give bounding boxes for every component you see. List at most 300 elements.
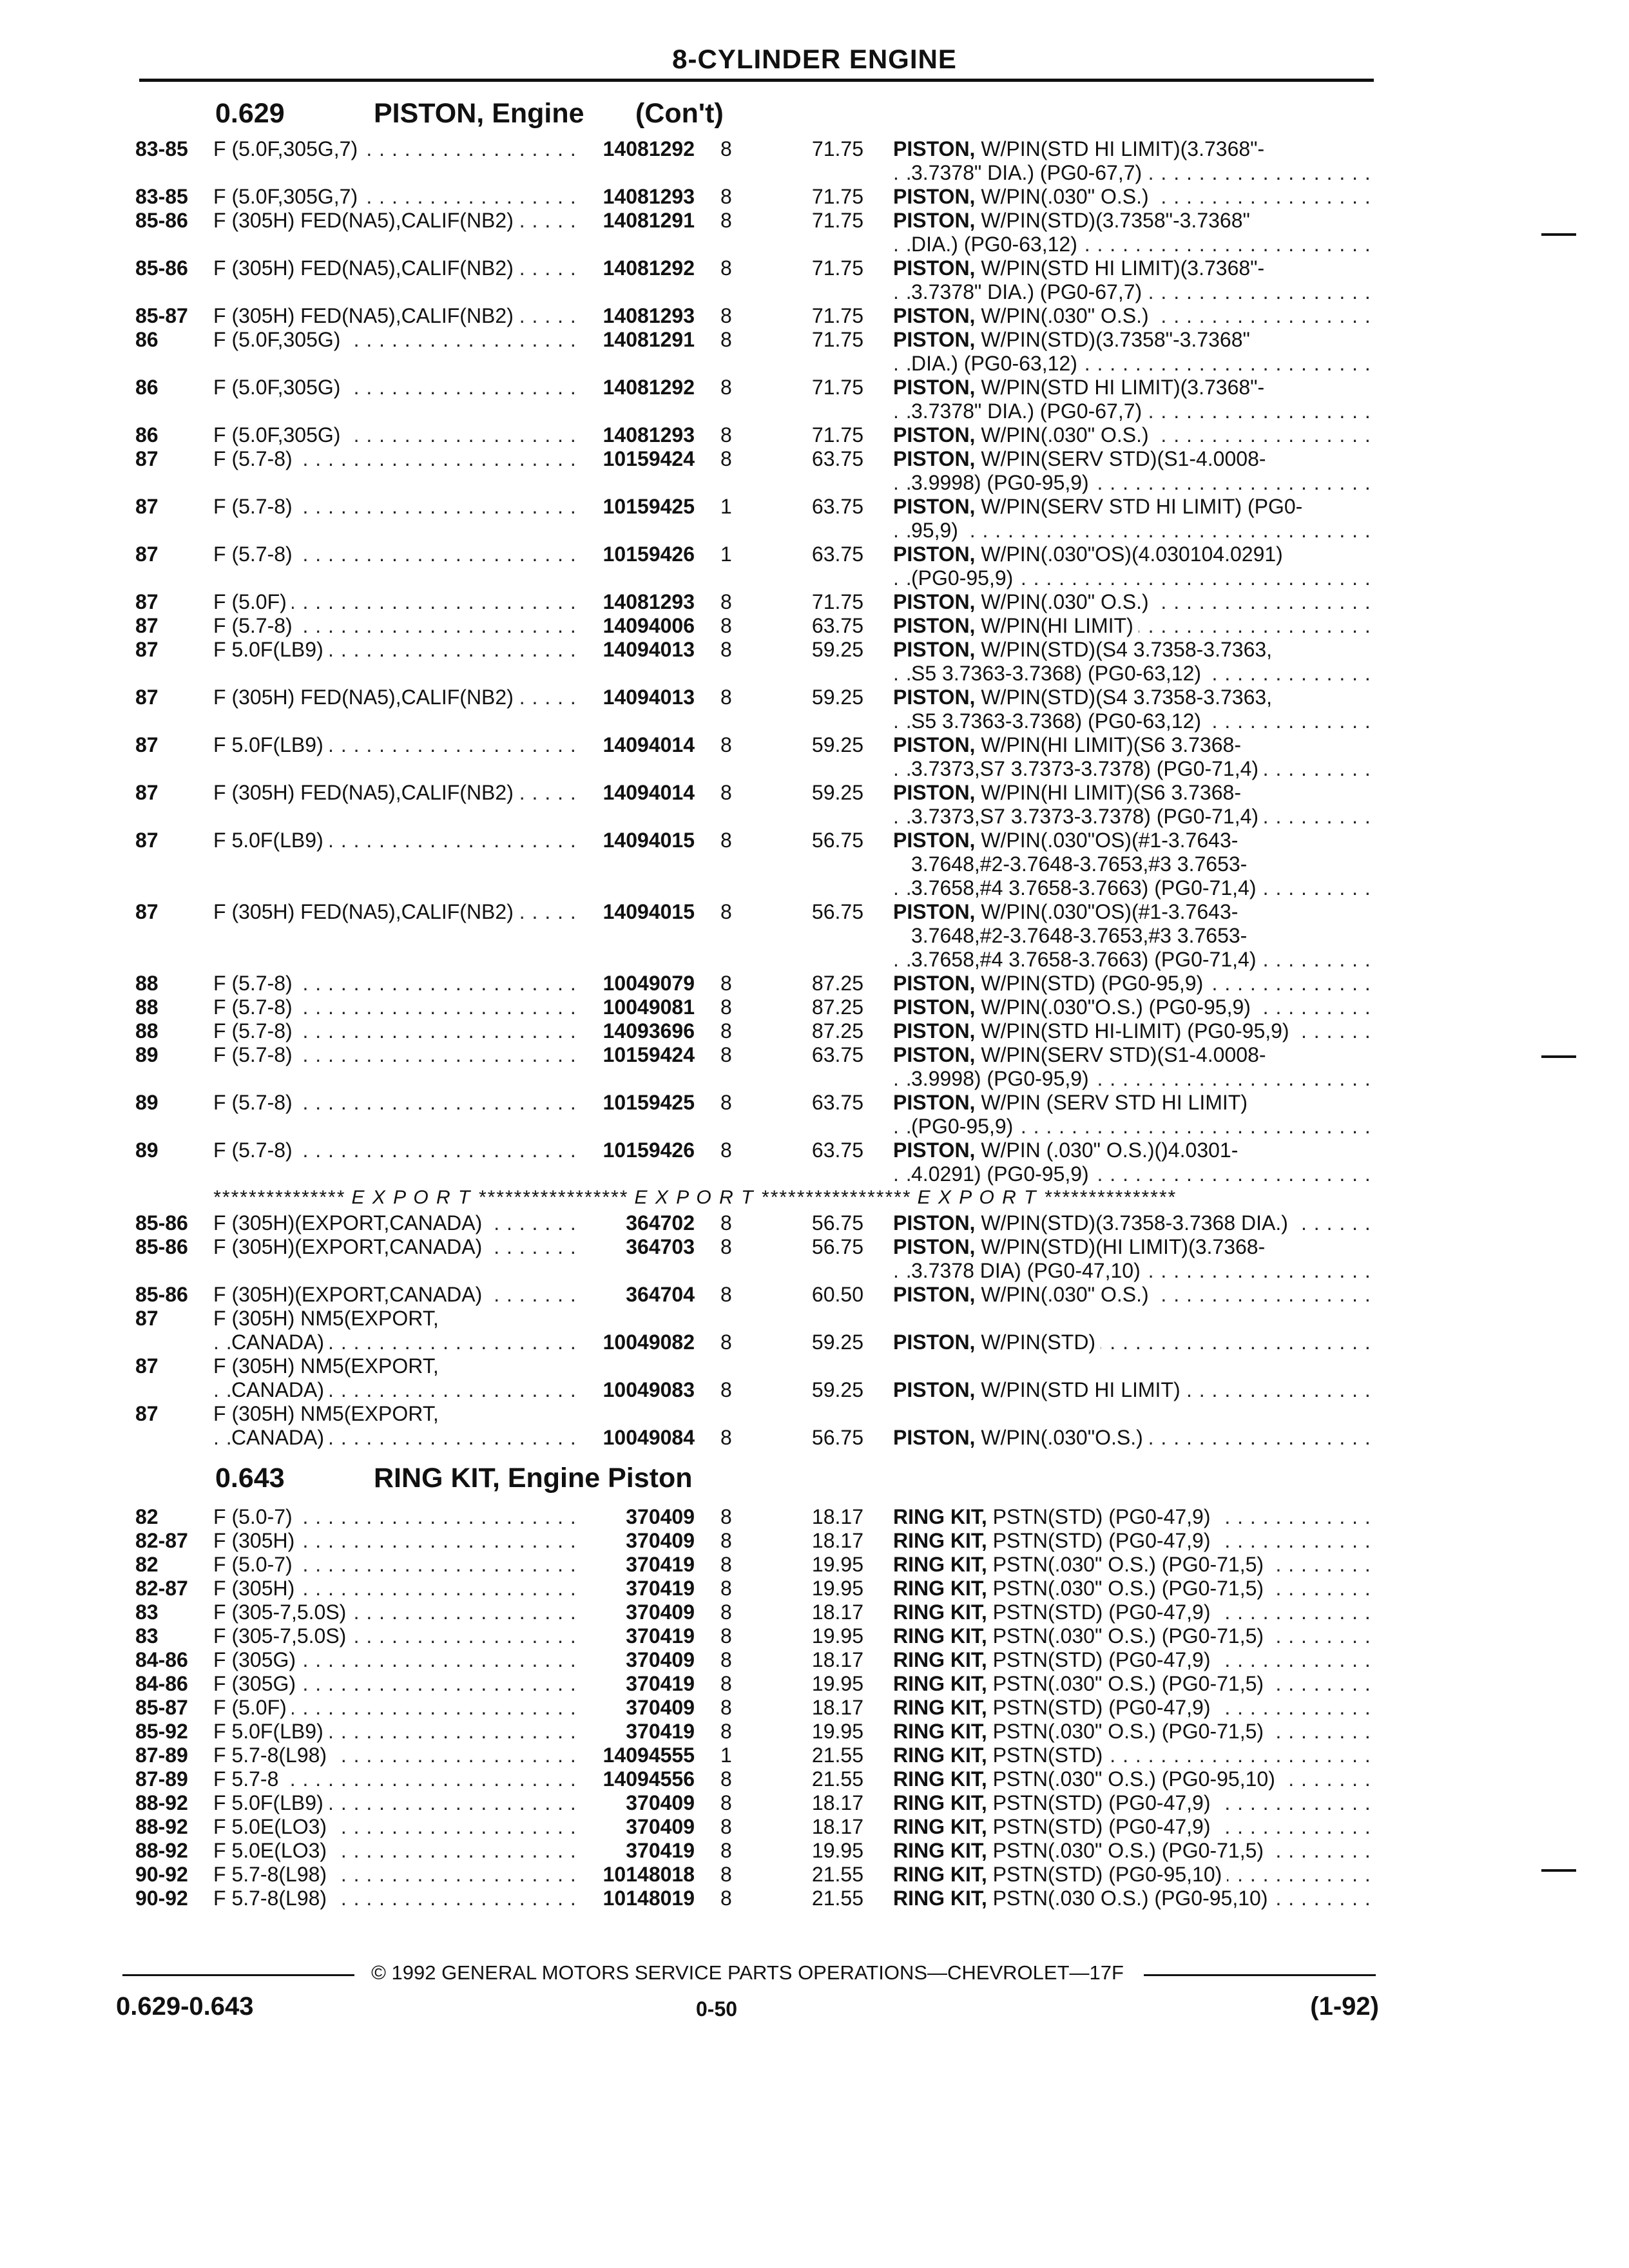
application-text: F (5.7-8) (213, 1091, 298, 1114)
application-text: F (305G) (213, 1672, 301, 1695)
model-year: 87 (135, 1354, 159, 1378)
description-line (893, 256, 1370, 280)
description-text: PISTON, W/PIN(.030" O.S.) (893, 185, 1154, 208)
model-year: 88-92 (135, 1815, 188, 1838)
quantity: 8 (720, 590, 732, 613)
description-line (893, 590, 1370, 614)
description-line (893, 757, 1370, 781)
part-number: 10049084 (602, 1426, 695, 1449)
part-name: PISTON, (893, 733, 976, 756)
application-text: F (305H) FED(NA5),CALIF(NB2) (213, 209, 519, 232)
model-year: 87 (135, 686, 159, 709)
application (213, 900, 574, 924)
application-text: CANADA) (231, 1426, 329, 1449)
part-number: 10159426 (602, 543, 695, 566)
model-year: 83 (135, 1624, 159, 1648)
part-name: PISTON, (893, 1043, 976, 1066)
application-text: F (305H) (213, 1529, 300, 1552)
part-number: 10148019 (602, 1887, 695, 1910)
price: 19.95 (811, 1553, 863, 1576)
description (893, 1863, 1370, 1887)
quantity: 8 (720, 1529, 732, 1552)
description (893, 590, 1370, 614)
part-name: PISTON, (893, 328, 976, 351)
application (213, 1600, 574, 1624)
description-line (893, 733, 1370, 757)
description-text: 95,9) (911, 519, 963, 542)
description-text: PISTON, W/PIN(STD HI LIMIT)(3.7368"- (893, 256, 1269, 280)
description (893, 1600, 1370, 1624)
application-text: F (5.0F) (213, 1696, 292, 1719)
application-text: F (305H) FED(NA5),CALIF(NB2) (213, 900, 519, 923)
description (893, 328, 1370, 376)
part-name: RING KIT, (893, 1815, 987, 1838)
model-year: 89 (135, 1139, 159, 1162)
description-line (893, 1672, 1370, 1696)
quantity: 8 (720, 1553, 732, 1576)
description (893, 1235, 1370, 1283)
application-text: F (5.7-8) (213, 1043, 298, 1066)
application-text: F (5.7-8) (213, 995, 298, 1019)
description (893, 1043, 1370, 1091)
model-year: 87 (135, 614, 159, 637)
price: 63.75 (811, 614, 863, 637)
application (213, 376, 574, 399)
footer-rule-right (1144, 1974, 1376, 1976)
model-year: 82 (135, 1505, 159, 1528)
title-rule (139, 79, 1374, 82)
description-text: PISTON, W/PIN(HI LIMIT) (893, 614, 1139, 637)
application-text: F (5.0F) (213, 590, 292, 613)
part-name: RING KIT, (893, 1744, 987, 1767)
model-year: 90-92 (135, 1863, 188, 1886)
description-line (893, 1648, 1370, 1672)
description-text: 3.7658,#4 3.7658-3.7663) (PG0-71,4) (911, 876, 1261, 899)
quantity: 8 (720, 1091, 732, 1114)
description (893, 256, 1370, 304)
description (893, 1648, 1370, 1672)
price: 63.75 (811, 447, 863, 470)
price: 71.75 (811, 209, 863, 232)
price: 63.75 (811, 1139, 863, 1162)
quantity: 8 (720, 1600, 732, 1624)
description-line (893, 805, 1370, 829)
price: 18.17 (811, 1791, 863, 1814)
description-line (893, 781, 1370, 805)
description (893, 1505, 1370, 1529)
application (213, 1672, 574, 1696)
part-name: PISTON, (893, 1426, 976, 1449)
quantity: 8 (720, 1505, 732, 1528)
price: 87.25 (811, 1019, 863, 1043)
application-text: F (305H) FED(NA5),CALIF(NB2) (213, 304, 519, 327)
application-text: F (305H) NM5(EXPORT, (213, 1307, 444, 1330)
description-text: (PG0-95,9) (911, 1115, 1018, 1138)
part-name: PISTON, (893, 256, 976, 280)
description (893, 304, 1370, 328)
part-name: PISTON, (893, 209, 976, 232)
part-number: 14093696 (602, 1019, 695, 1043)
model-year: 87 (135, 638, 159, 661)
quantity: 8 (720, 447, 732, 470)
description (893, 1696, 1370, 1720)
part-name: PISTON, (893, 1091, 976, 1114)
description-text: 3.7373,S7 3.7373-3.7378) (PG0-71,4) (911, 757, 1264, 780)
application-text: F (5.0-7) (213, 1553, 298, 1576)
part-number: 14081293 (602, 590, 695, 613)
application (213, 423, 574, 447)
description-line (893, 519, 1370, 543)
price: 63.75 (811, 495, 863, 518)
part-number: 14094014 (602, 733, 695, 756)
price: 63.75 (811, 1091, 863, 1114)
part-number: 364704 (626, 1283, 695, 1306)
description (893, 686, 1370, 733)
price: 18.17 (811, 1600, 863, 1624)
part-name: RING KIT, (893, 1553, 987, 1576)
description (893, 781, 1370, 829)
description-text: 3.7378" DIA.) (PG0-67,7) (911, 399, 1147, 423)
description-text: S5 3.7363-3.7368) (PG0-63,12) (911, 709, 1206, 733)
application (213, 1839, 574, 1863)
application-text: F 5.0E(LO3) (213, 1815, 332, 1838)
page-footer (116, 1959, 1379, 2030)
description-text: PISTON, W/PIN(.030"O.S.) (893, 1426, 1148, 1449)
application (213, 1529, 574, 1553)
price: 21.55 (811, 1887, 863, 1910)
footer-copyright: © 1992 GENERAL MOTORS SERVICE PARTS OPERATIONS—CHEVROLET—17F (371, 1961, 1124, 1984)
description-line (893, 447, 1370, 471)
application (213, 256, 574, 280)
description-text: PISTON, W/PIN(STD)(HI LIMIT)(3.7368- (893, 1235, 1270, 1258)
description (893, 1426, 1370, 1450)
application-text: F 5.0F(LB9) (213, 1791, 329, 1814)
quantity: 8 (720, 1672, 732, 1695)
description-text: RING KIT, PSTN(STD) (PG0-95,10) (893, 1863, 1227, 1886)
price: 87.25 (811, 995, 863, 1019)
quantity: 8 (720, 829, 732, 852)
application-text: F (5.7-8) (213, 1019, 298, 1043)
part-name: PISTON, (893, 495, 976, 518)
description-line (893, 209, 1370, 233)
application-text: F (5.0F,305G) (213, 328, 345, 351)
description-line (893, 1529, 1370, 1553)
quantity: 8 (720, 1378, 732, 1401)
price: 56.75 (811, 1211, 863, 1235)
part-number: 14081293 (602, 185, 695, 208)
part-name: RING KIT, (893, 1600, 987, 1624)
part-name: RING KIT, (893, 1505, 987, 1528)
application (213, 1091, 574, 1115)
description-line (893, 137, 1370, 161)
footer-revision: (1-92) (1310, 1992, 1379, 2021)
quantity: 8 (720, 1767, 732, 1791)
description (893, 376, 1370, 423)
section-title: PISTON, Engine (374, 98, 584, 129)
application (213, 1767, 574, 1791)
model-year: 88-92 (135, 1839, 188, 1862)
description-text: PISTON, W/PIN(STD)(3.7358-3.7368 DIA.) (893, 1211, 1293, 1235)
part-number: 14081293 (602, 304, 695, 327)
description-text: PISTON, W/PIN(HI LIMIT)(S6 3.7368- (893, 733, 1246, 756)
application-text: F (305H) FED(NA5),CALIF(NB2) (213, 781, 519, 804)
model-year: 83-85 (135, 137, 188, 160)
description (893, 1815, 1370, 1839)
description-line (893, 399, 1370, 423)
application-text: F (305H) NM5(EXPORT, (213, 1354, 444, 1378)
description-text: PISTON, W/PIN(.030" O.S.) (893, 304, 1154, 327)
application (213, 1307, 574, 1354)
description-line (893, 1553, 1370, 1577)
application-line-2 (213, 1331, 574, 1354)
quantity: 8 (720, 900, 732, 923)
part-name: RING KIT, (893, 1839, 987, 1862)
model-year: 82 (135, 1553, 159, 1576)
model-year: 90-92 (135, 1887, 188, 1910)
export-divider: *************** E X P O R T ***************** E X P O R T ***************** E X P O R T *************** (213, 1187, 1176, 1208)
part-number: 14081291 (602, 328, 695, 351)
part-name: PISTON, (893, 781, 976, 804)
description-line (893, 1744, 1370, 1767)
application (213, 781, 574, 805)
quantity: 1 (720, 495, 732, 518)
application-text: F 5.7-8 (213, 1767, 284, 1791)
part-name: RING KIT, (893, 1577, 987, 1600)
part-name: PISTON, (893, 590, 976, 613)
description-text: PISTON, W/PIN(STD HI LIMIT)(3.7368"- (893, 137, 1269, 160)
part-number: 10159424 (602, 1043, 695, 1066)
description (893, 185, 1370, 209)
description (893, 1887, 1370, 1910)
price: 71.75 (811, 137, 863, 160)
description (893, 1720, 1370, 1744)
price: 18.17 (811, 1696, 863, 1719)
model-year: 85-87 (135, 1696, 188, 1719)
model-year: 87 (135, 781, 159, 804)
application (213, 1791, 574, 1815)
part-name: PISTON, (893, 972, 976, 995)
description-text: RING KIT, PSTN(.030" O.S.) (PG0-71,5) (893, 1624, 1269, 1648)
quantity: 8 (720, 376, 732, 399)
description-text: DIA.) (PG0-63,12) (911, 352, 1083, 375)
model-year: 83 (135, 1600, 159, 1624)
part-number: 14094015 (602, 829, 695, 852)
description-line (893, 1211, 1370, 1235)
description-line (893, 161, 1370, 185)
description-text: PISTON, W/PIN(STD) (893, 1331, 1101, 1354)
description-line (893, 1767, 1370, 1791)
description-line (893, 423, 1370, 447)
description-text: PISTON, W/PIN(STD) (PG0-95,9) (893, 972, 1208, 995)
description (893, 1211, 1370, 1235)
price: 56.75 (811, 900, 863, 923)
description-text: PISTON, W/PIN(.030"OS)(4.030104.0291) (893, 543, 1288, 566)
part-number: 10049082 (602, 1331, 695, 1354)
quantity: 8 (720, 1863, 732, 1886)
description-line (893, 638, 1370, 662)
description-text: 4.0291) (PG0-95,9) (911, 1162, 1094, 1186)
description (893, 1839, 1370, 1863)
part-name: RING KIT, (893, 1863, 987, 1886)
application (213, 1019, 574, 1043)
quantity: 8 (720, 614, 732, 637)
quantity: 8 (720, 1648, 732, 1671)
quantity: 8 (720, 328, 732, 351)
description-line (893, 1815, 1370, 1839)
description-text: RING KIT, PSTN(.030" O.S.) (PG0-95,10) (893, 1767, 1280, 1791)
part-number: 370409 (626, 1791, 695, 1814)
model-year: 86 (135, 376, 159, 399)
part-name: PISTON, (893, 1019, 976, 1043)
description-line (893, 1624, 1370, 1648)
part-number: 10159424 (602, 447, 695, 470)
description-text: 3.9998) (PG0-95,9) (911, 471, 1094, 494)
price: 18.17 (811, 1815, 863, 1838)
model-year: 85-92 (135, 1720, 188, 1743)
application (213, 1863, 574, 1887)
margin-mark (1541, 233, 1576, 236)
description-line (893, 924, 1370, 948)
part-number: 14081292 (602, 137, 695, 160)
price: 19.95 (811, 1720, 863, 1743)
model-year: 87 (135, 1402, 159, 1425)
description-text: RING KIT, PSTN(STD) (PG0-47,9) (893, 1529, 1216, 1552)
price: 21.55 (811, 1767, 863, 1791)
part-number: 364703 (626, 1235, 695, 1258)
description (893, 137, 1370, 185)
model-year: 86 (135, 328, 159, 351)
description-text: RING KIT, PSTN(STD) (PG0-47,9) (893, 1505, 1216, 1528)
description-line (893, 1600, 1370, 1624)
application (213, 304, 574, 328)
section-number: 0.643 (215, 1463, 285, 1494)
description-text: PISTON, W/PIN(.030" O.S.) (893, 1283, 1154, 1306)
description-text: RING KIT, PSTN(.030" O.S.) (PG0-71,5) (893, 1577, 1269, 1600)
description-text: PISTON, W/PIN(.030" O.S.) (893, 423, 1154, 447)
part-name: RING KIT, (893, 1648, 987, 1671)
application (213, 1577, 574, 1600)
description-text: RING KIT, PSTN(.030" O.S.) (PG0-71,5) (893, 1839, 1269, 1862)
description (893, 1019, 1370, 1043)
price: 18.17 (811, 1648, 863, 1671)
part-name: RING KIT, (893, 1887, 987, 1910)
description-text: PISTON, W/PIN(SERV STD)(S1-4.0008- (893, 1043, 1271, 1066)
description (893, 972, 1370, 995)
price: 19.95 (811, 1624, 863, 1648)
application-text: F 5.7-8(L98) (213, 1887, 332, 1910)
part-number: 370409 (626, 1696, 695, 1719)
application-text: F 5.7-8(L98) (213, 1744, 332, 1767)
application-text: F 5.0E(LO3) (213, 1839, 332, 1862)
description-text: PISTON, W/PIN(STD)(3.7358"-3.7368" (893, 328, 1255, 351)
description-line (893, 662, 1370, 686)
part-name: PISTON, (893, 1139, 976, 1162)
description-text: PISTON, W/PIN(.030"OS)(#1-3.7643- (893, 900, 1243, 923)
part-name: PISTON, (893, 686, 976, 709)
footer-rule-left (122, 1974, 354, 1976)
part-number: 14081293 (602, 423, 695, 447)
description (893, 829, 1370, 900)
part-number: 14081292 (602, 376, 695, 399)
description-text: PISTON, W/PIN(.030" O.S.) (893, 590, 1154, 613)
price: 71.75 (811, 256, 863, 280)
description-line (893, 185, 1370, 209)
part-name: PISTON, (893, 376, 976, 399)
application (213, 1887, 574, 1910)
description-line (893, 709, 1370, 733)
margin-mark (1541, 1055, 1576, 1058)
model-year: 84-86 (135, 1672, 188, 1695)
part-number: 10159426 (602, 1139, 695, 1162)
quantity: 8 (720, 423, 732, 447)
application (213, 1139, 574, 1162)
part-number: 370419 (626, 1839, 695, 1862)
model-year: 86 (135, 423, 159, 447)
description-text: PISTON, W/PIN(STD HI LIMIT)(3.7368"- (893, 376, 1269, 399)
application (213, 137, 574, 161)
model-year: 87 (135, 543, 159, 566)
description-text: RING KIT, PSTN(STD) (PG0-47,9) (893, 1600, 1216, 1624)
price: 19.95 (811, 1839, 863, 1862)
price: 87.25 (811, 972, 863, 995)
quantity: 8 (720, 1235, 732, 1258)
model-year: 85-86 (135, 1283, 188, 1306)
price: 56.75 (811, 1235, 863, 1258)
description (893, 638, 1370, 686)
application (213, 185, 574, 209)
description-text: 3.7378 DIA) (PG0-47,10) (911, 1259, 1146, 1282)
model-year: 85-86 (135, 1211, 188, 1235)
quantity: 8 (720, 733, 732, 756)
quantity: 8 (720, 1696, 732, 1719)
part-number: 370419 (626, 1624, 695, 1648)
price: 21.55 (811, 1863, 863, 1886)
description-line (893, 1696, 1370, 1720)
application (213, 590, 574, 614)
description-line (893, 1115, 1370, 1139)
description-line (893, 876, 1370, 900)
description-text: PISTON, W/PIN(SERV STD)(S1-4.0008- (893, 447, 1271, 470)
quantity: 8 (720, 1815, 732, 1838)
application (213, 1354, 574, 1402)
description-text: PISTON, W/PIN(SERV STD HI LIMIT) (PG0- (893, 495, 1307, 518)
quantity: 1 (720, 543, 732, 566)
section-title: RING KIT, Engine Piston (374, 1463, 693, 1494)
application-text: F (5.0F,305G) (213, 376, 345, 399)
quantity: 8 (720, 1791, 732, 1814)
application-text: F (5.7-8) (213, 495, 298, 518)
description-line (893, 1577, 1370, 1600)
price: 19.95 (811, 1672, 863, 1695)
part-number: 14081291 (602, 209, 695, 232)
price: 18.17 (811, 1529, 863, 1552)
part-number: 14094015 (602, 900, 695, 923)
part-number: 370419 (626, 1672, 695, 1695)
description-text: 3.7658,#4 3.7658-3.7663) (PG0-71,4) (911, 948, 1261, 971)
application (213, 1402, 574, 1450)
description-text: 3.7648,#2-3.7648-3.7653,#3 3.7653- (911, 924, 1252, 947)
application-text: F (5.0F,305G) (213, 423, 345, 447)
quantity: 8 (720, 1019, 732, 1043)
description (893, 1529, 1370, 1553)
quantity: 8 (720, 1839, 732, 1862)
part-name: RING KIT, (893, 1624, 987, 1648)
application-text: F (5.0F,305G,7) (213, 137, 363, 160)
quantity: 8 (720, 1043, 732, 1066)
part-name: RING KIT, (893, 1767, 987, 1791)
section-heading-piston (139, 95, 1364, 131)
description-line (893, 1091, 1370, 1115)
